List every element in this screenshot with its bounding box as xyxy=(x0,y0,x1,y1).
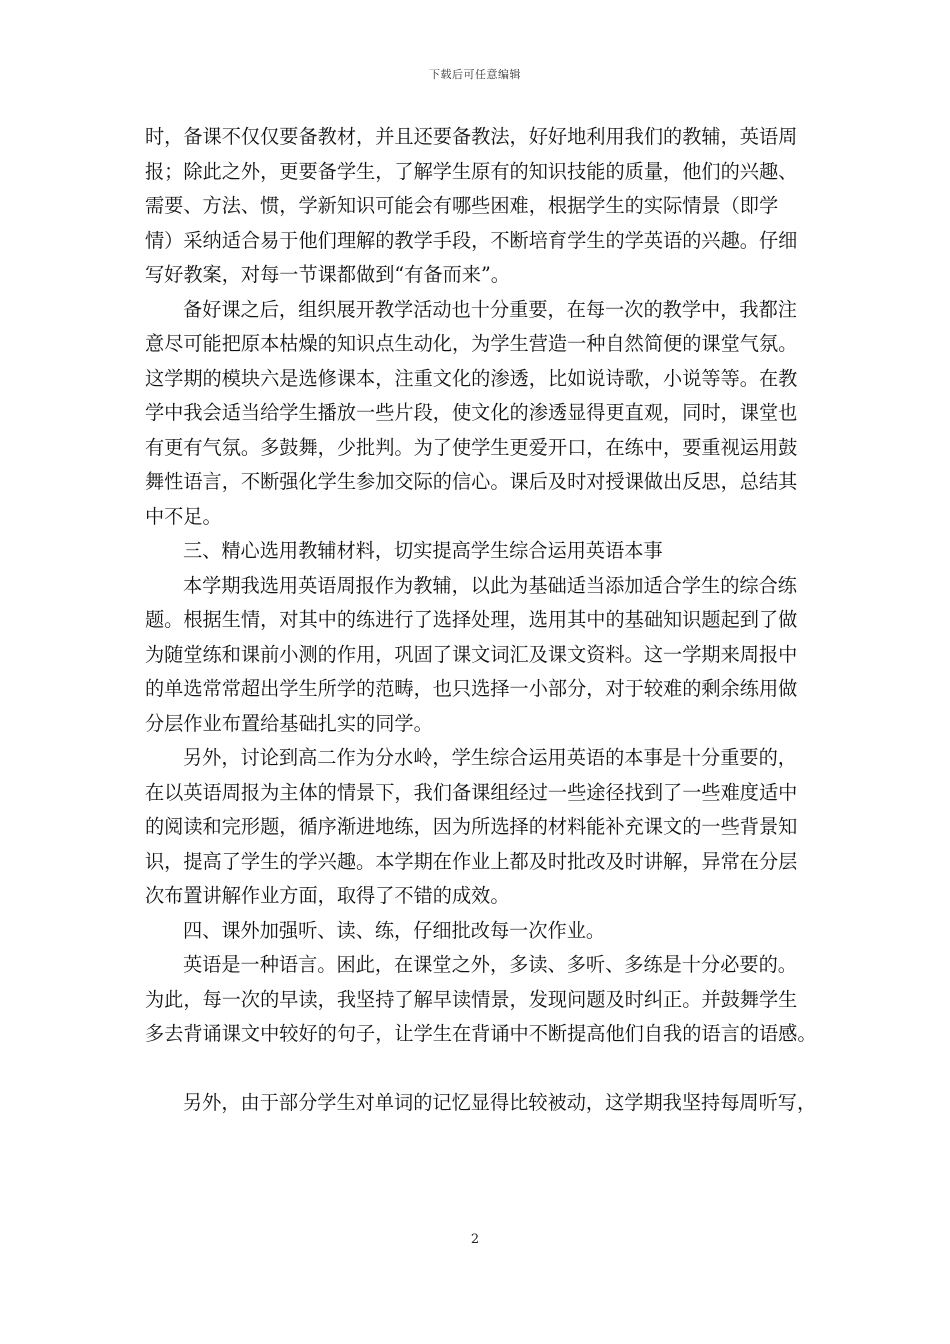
text-line: 舞性语言，不断强化学生参加交际的信心。课后及时对授课做出反思，总结其 xyxy=(145,470,798,493)
text-line: 为此，每一次的早读，我坚持了解早读情景，发现问题及时纠正。并鼓舞学生 xyxy=(145,987,798,1011)
page-number: 2 xyxy=(470,1232,480,1247)
paragraph-start-line: 英语是一种语言。困此，在课堂之外，多读、多听、多练是十分必要的。 xyxy=(183,953,797,976)
text-line: 为随堂练和课前小测的作用，巩固了课文词汇及课文资料。这一学期来周报中 xyxy=(145,642,798,666)
paragraph-start-line: 另外，由于部分学生对单词的记忆显得比较被动，这学期我坚持每周听写， xyxy=(183,1091,817,1114)
text-line: 情）采纳适合易于他们理解的教学手段，不断培育学生的学英语的兴趣。仔细 xyxy=(145,228,798,252)
section-heading: 四、课外加强听、读、练，仔细批改每一次作业。 xyxy=(183,918,606,942)
text-line: 识，提高了学生的学兴趣。本学期在作业上都及时批改及时讲解，异常在分层 xyxy=(145,849,798,873)
paragraph-start-line: 本学期我选用英语周报作为教辅，以此为基础适当添加适合学生的综合练 xyxy=(183,573,797,597)
section-heading: 三、精心选用教辅材料，切实提高学生综合运用英语本事 xyxy=(183,539,663,562)
text-line: 的单选常常超出学生所学的范畴，也只选择一小部分，对于较难的剩余练用做 xyxy=(145,677,798,700)
text-line: 中不足。 xyxy=(145,504,222,528)
header-note: 下载后可任意编辑 xyxy=(429,68,521,81)
text-line: 次布置讲解作业方面，取得了不错的成效。 xyxy=(145,884,510,907)
text-line: 需要、方法、惯，学新知识可能会有哪些困难，根据学生的实际情景（即学 xyxy=(145,194,779,217)
body-text xyxy=(145,120,817,1121)
paragraph-start-line: 备好课之后，组织展开教学活动也十分重要，在每一次的教学中，我都注 xyxy=(183,297,797,321)
text-line: 有更有气氛。多鼓舞，少批判。为了使学生更爱开口，在练中，要重视运用鼓 xyxy=(145,435,798,459)
text-line: 意尽可能把原本枯燥的知识点生动化，为学生营造一种自然简便的课堂气氛。 xyxy=(145,332,798,355)
text-line: 题。根据生情，对其中的练进行了选择处理，选用其中的基础知识题起到了做 xyxy=(145,608,798,631)
text-line: 在以英语周报为主体的情景下，我们备课组经过一些途径找到了一些难度适中 xyxy=(145,780,798,804)
text-line: 这学期的模块六是选修课本，注重文化的渗透，比如说诗歌，小说等等。在教 xyxy=(145,366,798,390)
blank-line xyxy=(145,1052,813,1087)
text-line: 多去背诵课文中较好的句子，让学生在背诵中不断提高他们自我的语言的语感。 xyxy=(145,1022,817,1045)
text-line: 的阅读和完形题，循序渐进地练，因为所选择的材料能补充课文的一些背景知 xyxy=(145,815,798,838)
text-line: 写好教案，对每一节课都做到“有备而来”。 xyxy=(145,263,510,286)
text-line: 分层作业布置给基础扎实的同学。 xyxy=(145,711,433,735)
paragraph-start-line: 另外，讨论到高二作为分水岭，学生综合运用英语的本事是十分重要的， xyxy=(183,746,797,769)
text-line: 报；除此之外，更要备学生，了解学生原有的知识技能的质量，他们的兴趣、 xyxy=(145,159,798,183)
text-line: 学中我会适当给学生播放一些片段，使文化的渗透显得更直观，同时，课堂也 xyxy=(145,401,798,424)
text-line: 时，备课不仅仅要备教材，并且还要备教法，好好地利用我们的教辅，英语周 xyxy=(145,125,798,148)
